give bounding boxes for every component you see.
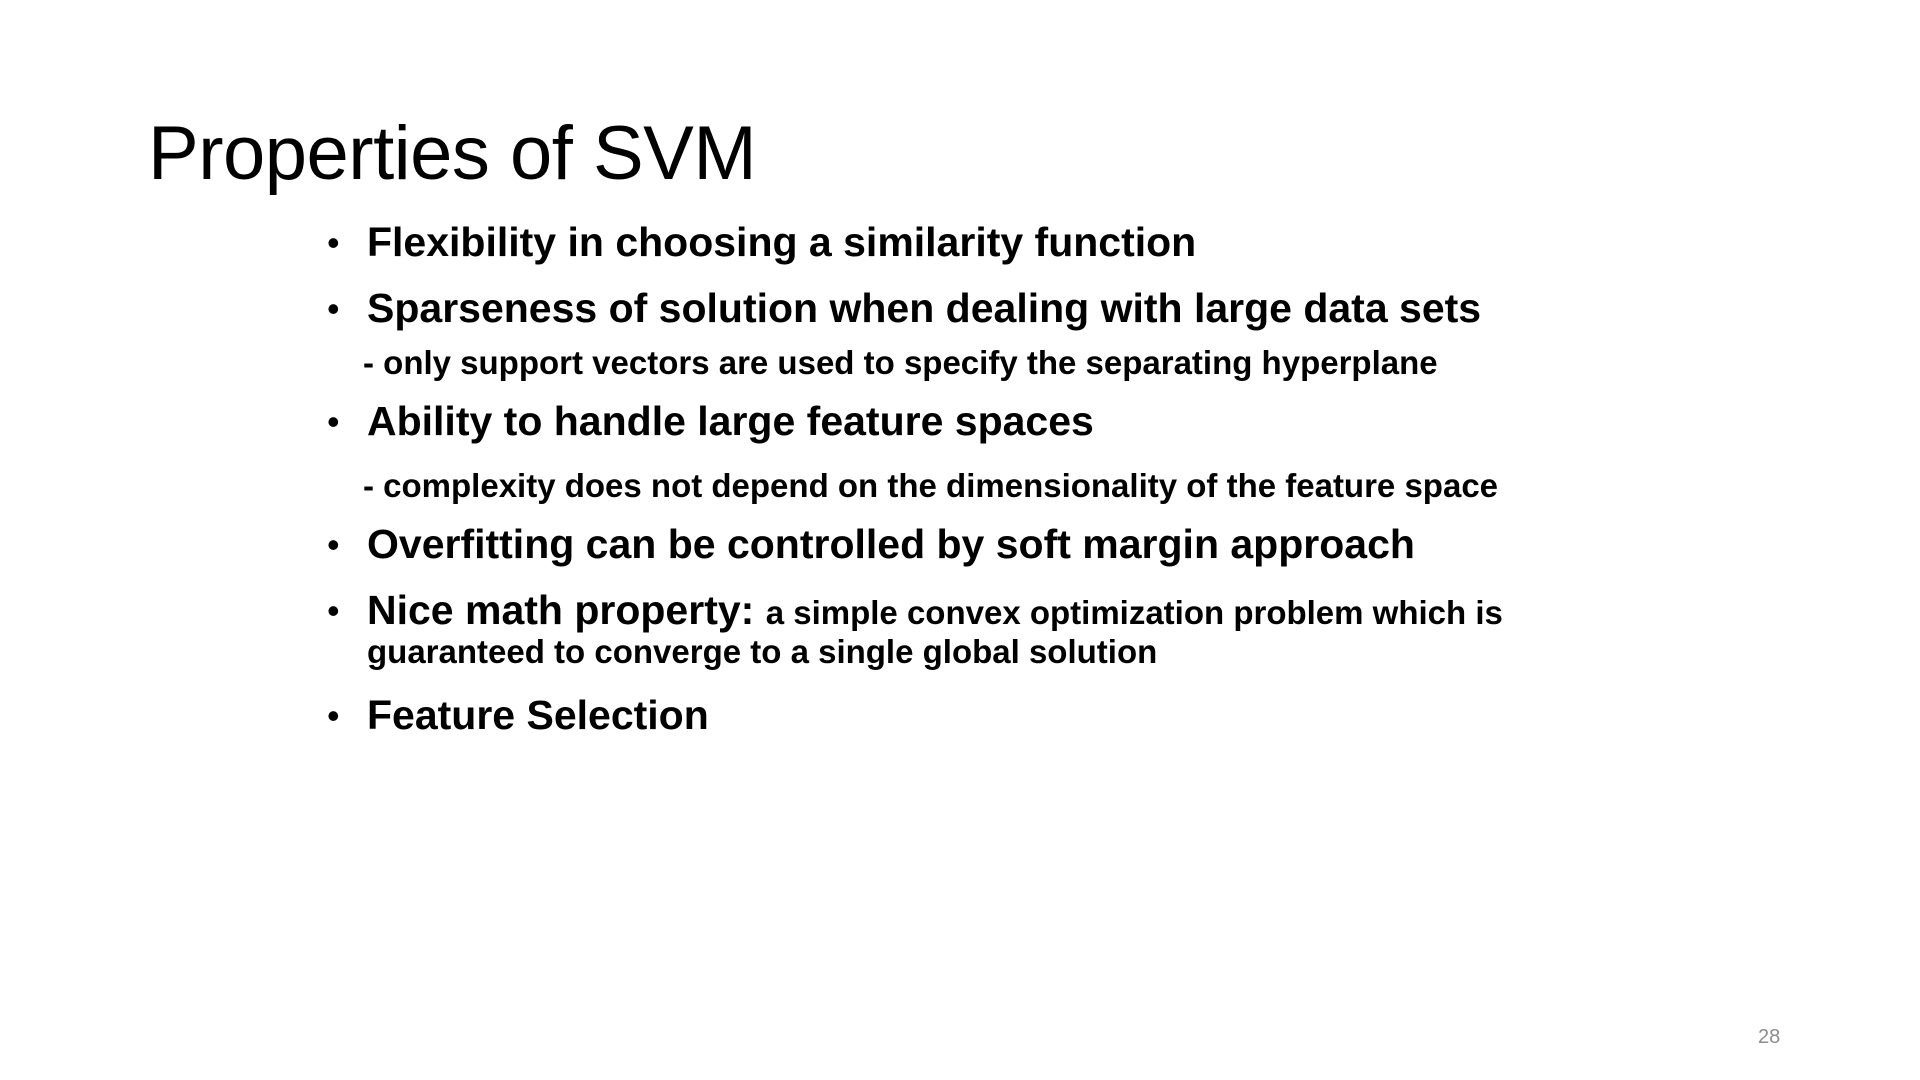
bullet-dot-icon: • [327,222,340,263]
bullet-rest-text: a simple convex optimization problem which is [765,594,1503,631]
bullet-text: Feature Selection [367,692,709,738]
bullet-item [327,691,1687,740]
bullet-lead-text: Nice math property: [367,587,755,633]
bullet-text: Overfitting can be controlled by soft margin approach [367,521,1415,567]
bullet-dot-icon: • [327,288,340,329]
bullet-dot-icon: • [327,524,340,565]
page-number: 28 [1758,1026,1781,1048]
bullet-item [327,284,1687,333]
bullet-item [327,586,1687,671]
slide-title: Properties of SVM [148,111,757,196]
bullet-list [327,218,1687,740]
bullet-text: Flexibility in choosing a similarity function [367,219,1197,265]
sub-bullet-text: - complexity does not depend on the dimensionality of the feature space [363,467,1499,504]
bullet-dot-icon: • [327,590,340,631]
bullet-dot-icon: • [327,695,340,736]
bullet-rest-text-line2: guaranteed to converge to a single global solution [367,633,1158,670]
bullet-item [327,397,1687,446]
bullet-text: Ability to handle large feature spaces [367,398,1094,444]
bullet-text: Sparseness of solution when dealing with large data sets [367,285,1482,331]
bullet-item [327,218,1687,267]
sub-bullet-text: - only support vectors are used to specify the separating hyperplane [363,344,1438,381]
bullet-item [327,520,1687,569]
bullet-dot-icon: • [327,401,340,442]
